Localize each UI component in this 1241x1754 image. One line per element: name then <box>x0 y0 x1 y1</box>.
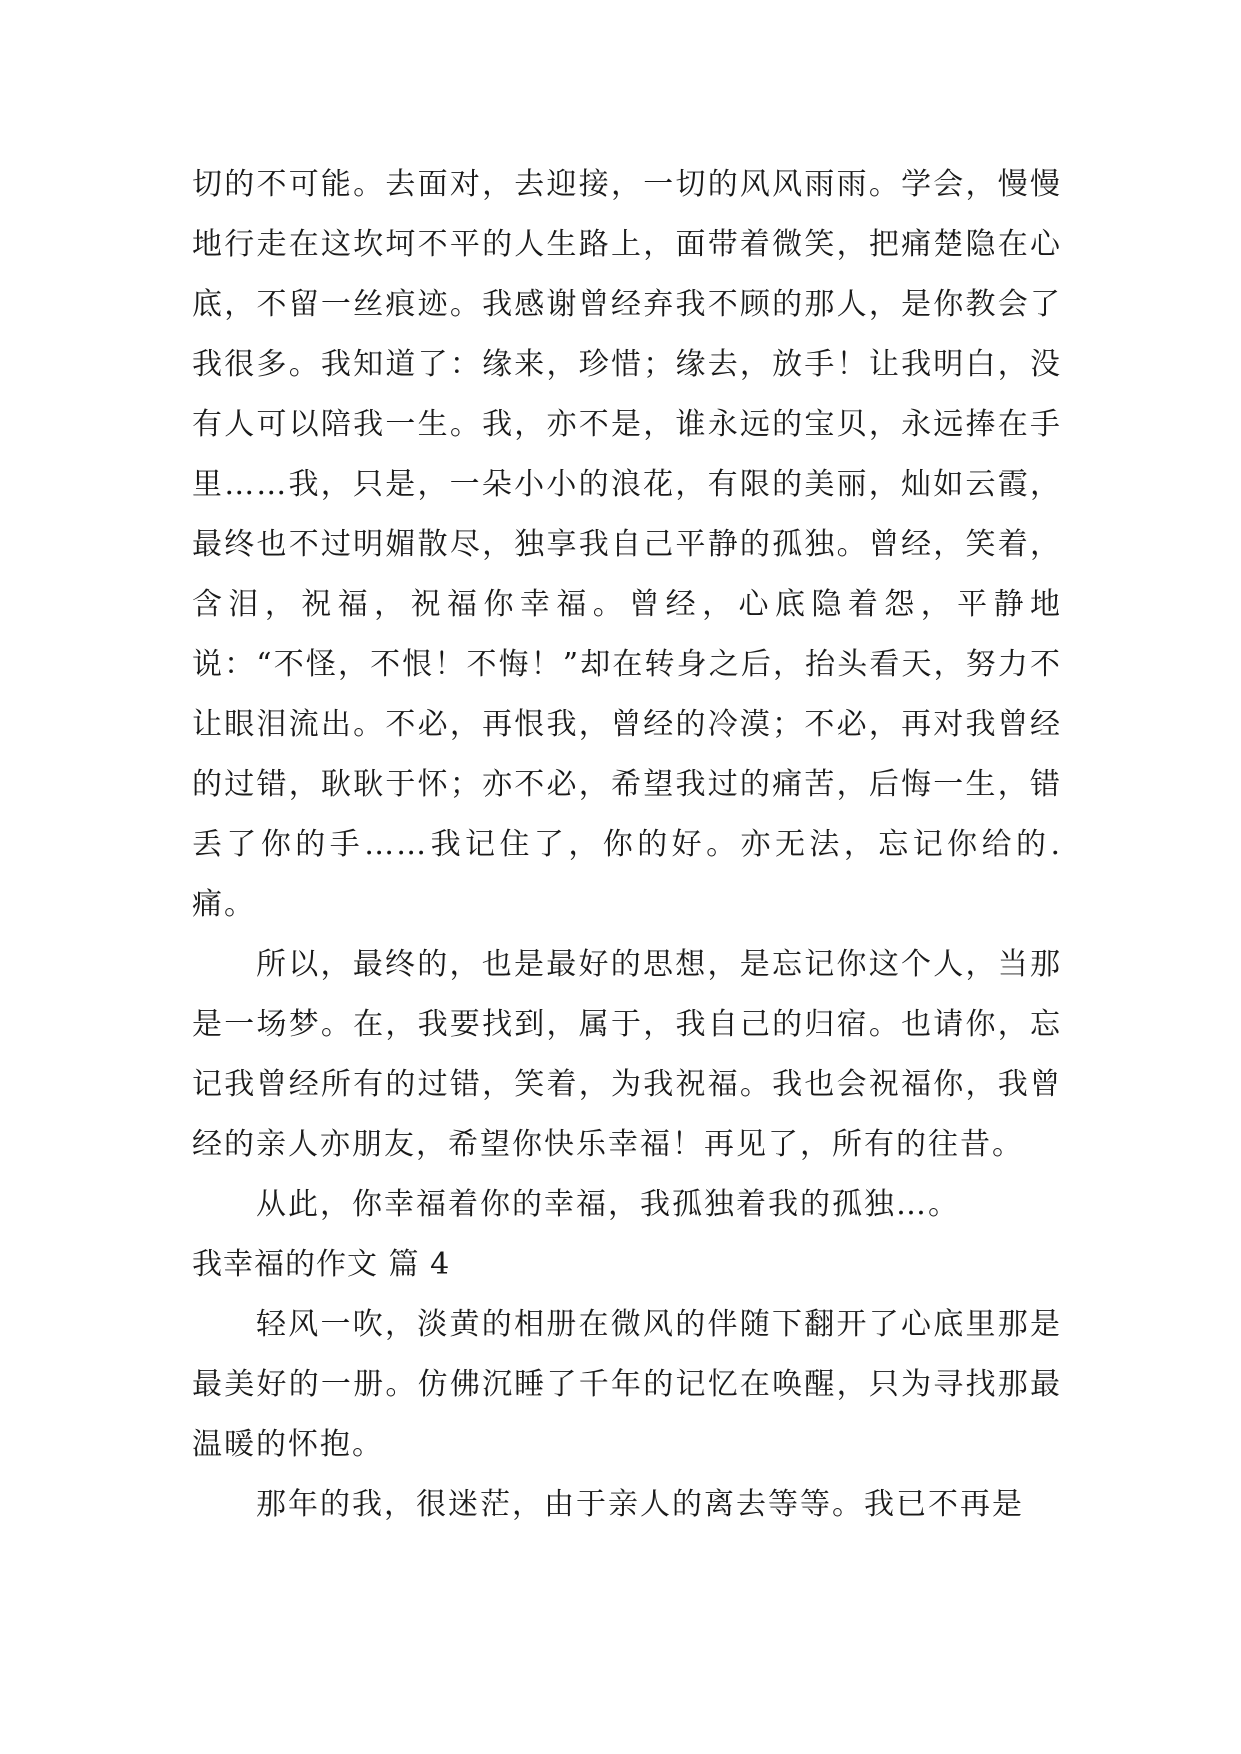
paragraph-4: 轻风一吹，淡黄的相册在微风的伴随下翻开了心底里那是最美好的一册。仿佛沉睡了千年的记忆在唤醒，只为寻找那最温暖的怀抱。 <box>192 1307 1062 1462</box>
paragraph-2: 所以，最终的，也是最好的思想，是忘记你这个人，当那是一场梦。在，我要找到，属于，我自己的归宿。也请你，忘记我曾经所有的过错，笑着，为我祝福。我也会祝福你，我曾经的亲人亦朋友，希望你快乐幸福！再见了，所有的往昔。 <box>192 947 1062 1162</box>
section-heading: 我幸福的作文 篇 4 <box>192 1247 451 1282</box>
paragraph-3: 从此，你幸福着你的幸福，我孤独着我的孤独…。 <box>256 1187 960 1222</box>
paragraph-1: 切的不可能。去面对，去迎接，一切的风风雨雨。学会，慢慢地行走在这坎坷不平的人生路上，面带着微笑，把痛楚隐在心底，不留一丝痕迹。我感谢曾经弃我不顾的那人，是你教会了我很多。我知道了：缘来，珍惜；缘去，放手！让我明白，没有人可以陪我一生。我，亦不是，谁永远的宝贝，永远捧在手里……我，只是，一朵小小的浪花，有限的美丽，灿如云霞，最终也不过明媚散尽，独享我自己平静的孤独。曾经，笑着，含泪，祝福，祝福你幸福。曾经，心底隐着怨，平静地说：“不怪，不恨！不悔！”却在转身之后，抬头看天，努力不让眼泪流出。不必，再恨我，曾经的冷漠；不必，再对我曾经的过错，耿耿于怀；亦不必，希望我过的痛苦，后悔一生，错丢了你的手……我记住了，你的好。亦无法，忘记你给的.痛。 <box>192 167 1062 922</box>
paragraph-5: 那年的我，很迷茫，由于亲人的离去等等。我已不再是 <box>256 1487 1024 1522</box>
document-body <box>192 155 1062 1535</box>
